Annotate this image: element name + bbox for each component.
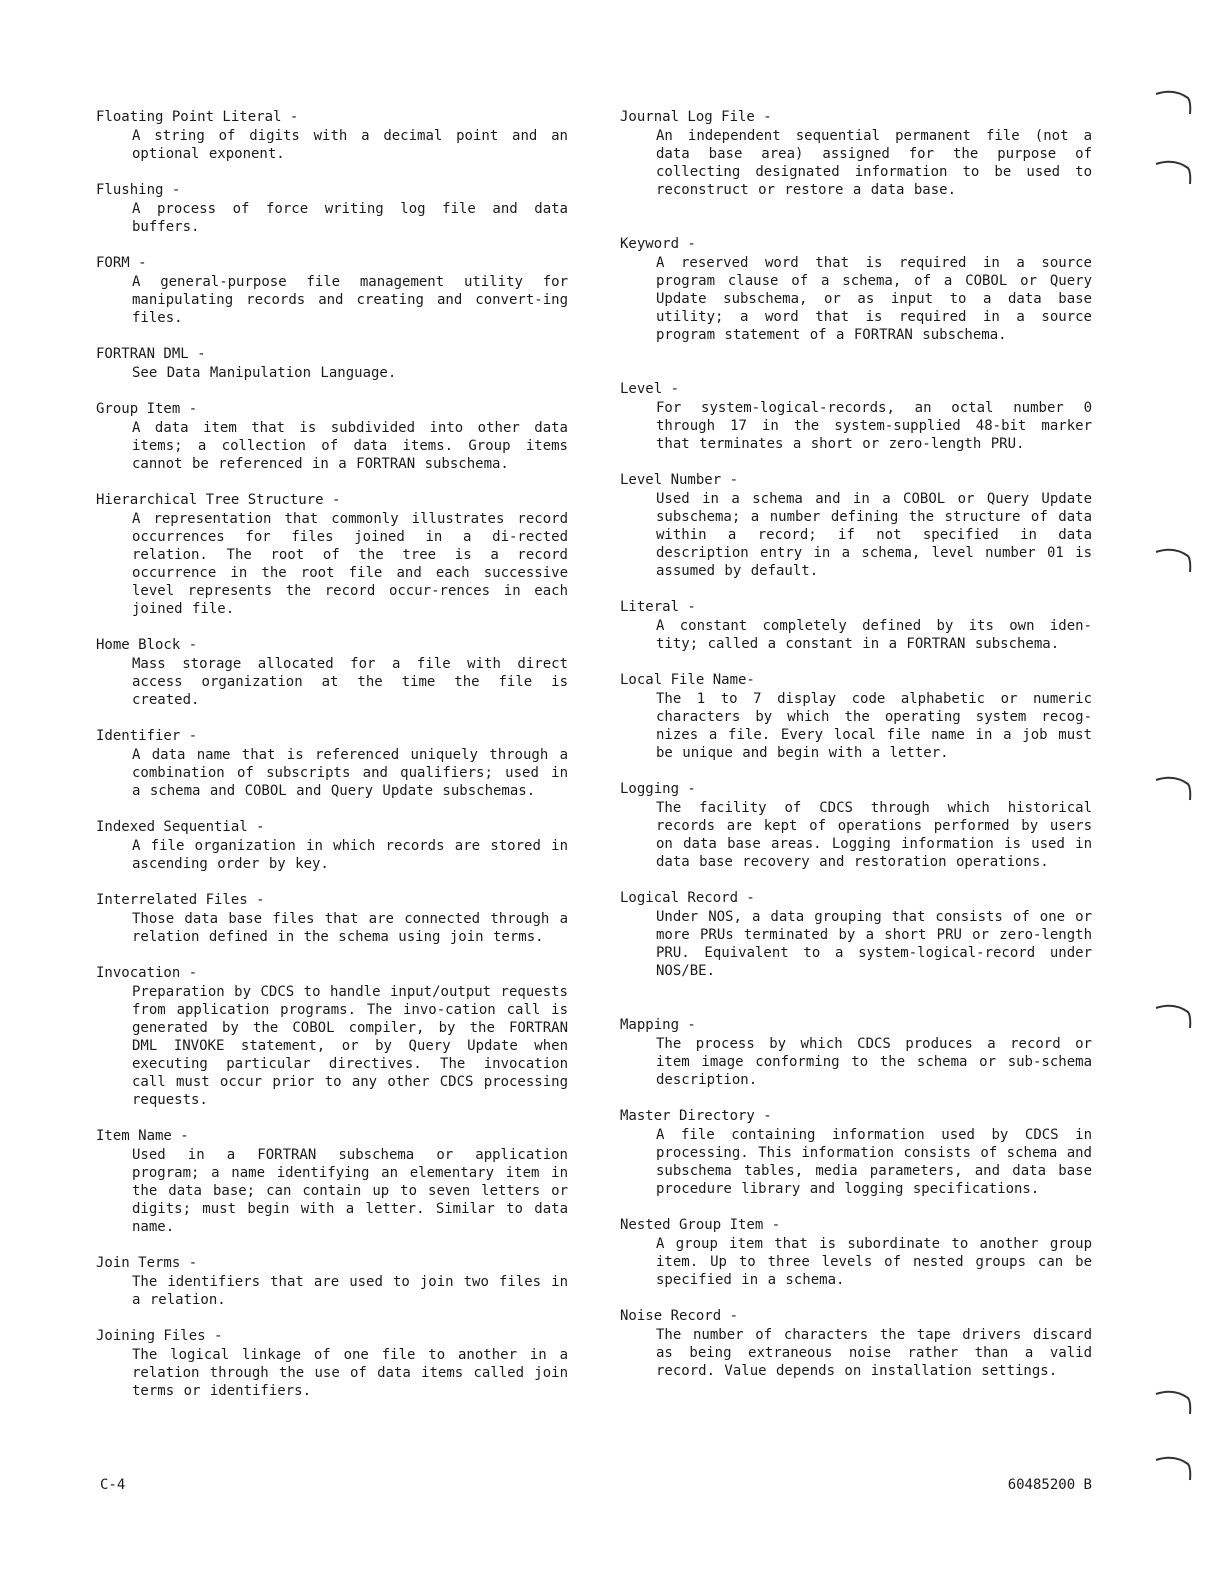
glossary-definition: A data name that is referenced uniquely through a combination of subscripts and qualifiers; used in a schema and COBOL and Query Update subschemas.	[132, 747, 568, 799]
glossary-definition: A data item that is subdivided into other data items; a collection of data items. Group items cannot be referenced in a FORTRAN subschema.	[132, 420, 568, 472]
glossary-entry	[620, 889, 1092, 980]
glossary-entry	[96, 254, 568, 327]
glossary-term: Literal -	[620, 599, 696, 615]
glossary-entry	[96, 345, 568, 382]
glossary-entry	[96, 1254, 568, 1309]
glossary-term: Logging -	[620, 781, 696, 797]
glossary-definition: A process of force writing log file and data buffers.	[132, 201, 568, 235]
glossary-term: Home Block -	[96, 637, 198, 653]
glossary-term: Local File Name-	[620, 672, 755, 688]
glossary-term: Flushing -	[96, 182, 181, 198]
glossary-entry	[620, 780, 1092, 871]
binder-hole-mark	[1154, 86, 1194, 116]
glossary-definition: Under NOS, a data grouping that consists of one or more PRUs terminated by a short PRU or zero-length PRU. Equivalent to a system-logical-record under NOS/BE.	[656, 909, 1092, 979]
glossary-entry	[620, 108, 1092, 199]
glossary-term: Hierarchical Tree Structure -	[96, 492, 341, 508]
binder-hole-mark	[1154, 1386, 1194, 1416]
glossary-definition: The logical linkage of one file to another in a relation through the use of data items called join terms or identifiers.	[132, 1347, 568, 1399]
glossary-entry	[96, 964, 568, 1109]
glossary-term: Interrelated Files -	[96, 892, 265, 908]
glossary-definition: Those data base files that are connected through a relation defined in the schema using join terms.	[132, 911, 568, 945]
glossary-definition: A file organization in which records are stored in ascending order by key.	[132, 838, 568, 872]
glossary-entry	[620, 671, 1092, 762]
glossary-term: Journal Log File -	[620, 109, 772, 125]
glossary-term: Keyword -	[620, 236, 696, 252]
glossary-definition: A file containing information used by CDCS in processing. This information consists of schema and subschema tables, media parameters, and data base procedure library and logging specifications.	[656, 1127, 1092, 1197]
glossary-definition: The number of characters the tape drivers discard as being extraneous noise rather than a valid record. Value depends on installation settings.	[656, 1327, 1092, 1379]
glossary-term: Master Directory -	[620, 1108, 772, 1124]
glossary-entry	[620, 1107, 1092, 1198]
glossary-term: Floating Point Literal -	[96, 109, 299, 125]
glossary-definition: An independent sequential permanent file (not a data base area) assigned for the purpose of collecting designated information to be used to reconstruct or restore a data base.	[656, 128, 1092, 198]
glossary-term: Item Name -	[96, 1128, 189, 1144]
binder-hole-mark	[1154, 544, 1194, 574]
page-number: C-4	[100, 1477, 126, 1493]
glossary-definition: A group item that is subordinate to another group item. Up to three levels of nested groups can be specified in a schema.	[656, 1236, 1092, 1288]
glossary-definition: The identifiers that are used to join two files in a relation.	[132, 1274, 568, 1308]
glossary-definition: For system-logical-records, an octal number 0 through 17 in the system-supplied 48-bit marker that terminates a short or zero-length PRU.	[656, 400, 1092, 452]
glossary-entry	[620, 1216, 1092, 1289]
glossary-term: Join Terms -	[96, 1255, 198, 1271]
glossary-entry	[96, 400, 568, 473]
glossary-definition: The process by which CDCS produces a record or item image conforming to the schema or sub-schema description.	[656, 1036, 1092, 1088]
glossary-entry	[620, 235, 1092, 344]
glossary-entry	[96, 491, 568, 618]
glossary-definition: A constant completely defined by its own iden-tity; called a constant in a FORTRAN subschema.	[656, 618, 1092, 652]
glossary-term: Level -	[620, 381, 680, 397]
glossary-definition: Preparation by CDCS to handle input/output requests from application programs. The invo-cation call is generated by the COBOL compiler, by the FORTRAN DML INVOKE statement, or by Query Update when executing particular directives. The invocation call must occur prior to any other CDCS processing requests.	[132, 984, 568, 1108]
glossary-definition: A reserved word that is required in a source program clause of a schema, of a COBOL or Query Update subschema, or as input to a data base utility; a word that is required in a source program statement of a FORTRAN subschema.	[656, 255, 1092, 343]
binder-hole-mark	[1154, 772, 1194, 802]
binder-hole-mark	[1154, 1000, 1194, 1030]
glossary-term: Level Number -	[620, 472, 739, 488]
glossary-entry	[620, 380, 1092, 453]
glossary-entry	[96, 891, 568, 946]
glossary-definition: A representation that commonly illustrates record occurrences for files joined in a di-rected relation. The root of the tree is a record occurrence in the root file and each successive level represents the record occur-rences in each joined file.	[132, 511, 568, 617]
glossary-definition: A general-purpose file management utility for manipulating records and creating and convert-ing files.	[132, 274, 568, 326]
glossary-definition: Used in a schema and in a COBOL or Query Update subschema; a number defining the structure of data within a record; if not specified in data description entry in a schema, level number 01 is assumed by default.	[656, 491, 1092, 579]
glossary-term: Invocation -	[96, 965, 198, 981]
glossary-term: Indexed Sequential -	[96, 819, 265, 835]
glossary-entry	[96, 108, 568, 163]
glossary-term: Nested Group Item -	[620, 1217, 781, 1233]
glossary-definition: Used in a FORTRAN subschema or application program; a name identifying an elementary item in the data base; can contain up to seven letters or digits; must begin with a letter. Similar to data name.	[132, 1147, 568, 1235]
glossary-definition: See Data Manipulation Language.	[132, 365, 397, 381]
glossary-entry	[96, 727, 568, 800]
glossary-entry	[620, 471, 1092, 580]
glossary-term: Logical Record -	[620, 890, 755, 906]
glossary-term: Joining Files -	[96, 1328, 223, 1344]
glossary-term: FORTRAN DML -	[96, 346, 206, 362]
glossary-term: Identifier -	[96, 728, 198, 744]
glossary-entry	[620, 1307, 1092, 1380]
glossary-entry	[96, 636, 568, 709]
glossary-definition: Mass storage allocated for a file with direct access organization at the time the file is created.	[132, 656, 568, 708]
glossary-definition: The 1 to 7 display code alphabetic or numeric characters by which the operating system recog-nizes a file. Every local file name in a job must be unique and begin with a letter.	[656, 691, 1092, 761]
glossary-entry	[620, 598, 1092, 653]
glossary-entry	[96, 1327, 568, 1400]
glossary-term: Noise Record -	[620, 1308, 739, 1324]
glossary-entry	[620, 1016, 1092, 1089]
binder-hole-mark	[1154, 1452, 1194, 1482]
glossary-entry	[96, 1127, 568, 1236]
glossary-term: FORM -	[96, 255, 147, 271]
glossary-definition: A string of digits with a decimal point and an optional exponent.	[132, 128, 568, 162]
glossary-entry	[96, 181, 568, 236]
left-column	[96, 108, 568, 1400]
binder-hole-mark	[1154, 156, 1194, 186]
right-column	[620, 108, 1092, 1380]
glossary-term: Mapping -	[620, 1017, 696, 1033]
glossary-definition: The facility of CDCS through which historical records are kept of operations performed by users on data base areas. Logging information is used in data base recovery and restoration operations.	[656, 800, 1092, 870]
glossary-entry	[96, 818, 568, 873]
glossary-term: Group Item -	[96, 401, 198, 417]
document-number: 60485200 B	[1007, 1477, 1092, 1493]
